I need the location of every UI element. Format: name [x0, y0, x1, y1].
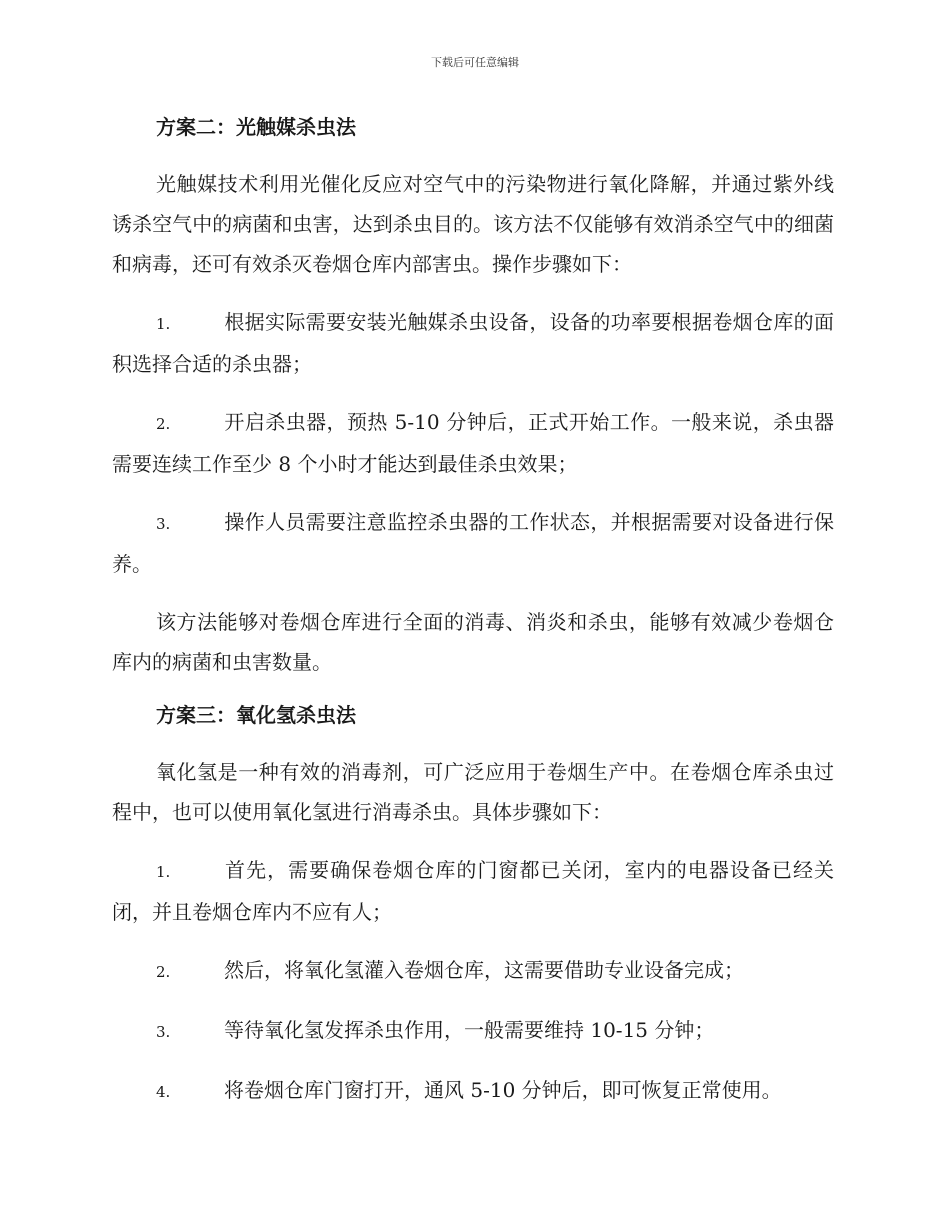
step-text: 根据实际需要安装光触媒杀虫设备，设备的功率要根据卷烟仓库的面积选择合适的杀虫器； — [112, 310, 834, 376]
step-number: 1. — [156, 863, 171, 881]
step-number: 3. — [156, 1023, 171, 1041]
section2-step-3 — [112, 502, 834, 584]
step-number: 2. — [156, 415, 171, 433]
step-text: 首先，需要确保卷烟仓库的门窗都已关闭，室内的电器设备已经关闭，并且卷烟仓库内不应有人； — [112, 858, 834, 924]
section2-summary: 该方法能够对卷烟仓库进行全面的消毒、消炎和杀虫，能够有效减少卷烟仓库内的病菌和虫害数量。 — [112, 610, 834, 674]
step-text: 操作人员需要注意监控杀虫器的工作状态，并根据需要对设备进行保养。 — [112, 510, 834, 576]
section2-step-2 — [112, 402, 834, 484]
step-text: 将卷烟仓库门窗打开，通风 5-10 分钟后，即可恢复正常使用。 — [224, 1078, 782, 1102]
section3-step-2 — [112, 950, 834, 992]
step-number: 1. — [156, 315, 171, 333]
section3-intro: 氧化氢是一种有效的消毒剂，可广泛应用于卷烟生产中。在卷烟仓库杀虫过程中，也可以使用氧化氢进行消毒杀虫。具体步骤如下： — [112, 760, 834, 824]
section3-step-4 — [112, 1070, 834, 1112]
step-text: 开启杀虫器，预热 5-10 分钟后，正式开始工作。一般来说，杀虫器需要连续工作至少 8 个小时才能达到最佳杀虫效果； — [112, 410, 834, 476]
page-header: 下载后可任意编辑 — [431, 56, 519, 69]
step-text: 然后，将氧化氢灌入卷烟仓库，这需要借助专业设备完成； — [224, 958, 744, 982]
step-number: 4. — [156, 1083, 171, 1101]
section3-title: 方案三：氧化氢杀虫法 — [156, 703, 356, 727]
section2-step-1 — [112, 302, 834, 384]
section2-title: 方案二：光触媒杀虫法 — [156, 115, 356, 139]
step-number: 3. — [156, 515, 171, 533]
section3-step-1 — [112, 850, 834, 932]
section2-intro: 光触媒技术利用光催化反应对空气中的污染物进行氧化降解，并通过紫外线诱杀空气中的病菌和虫害，达到杀虫目的。该方法不仅能够有效消杀空气中的细菌和病毒，还可有效杀灭卷烟仓库内部害虫。操作步骤如下： — [112, 172, 834, 276]
section3-step-3 — [112, 1010, 834, 1052]
document-body — [112, 112, 834, 1130]
step-text: 等待氧化氢发挥杀虫作用，一般需要维持 10-15 分钟； — [224, 1018, 715, 1042]
step-number: 2. — [156, 963, 171, 981]
